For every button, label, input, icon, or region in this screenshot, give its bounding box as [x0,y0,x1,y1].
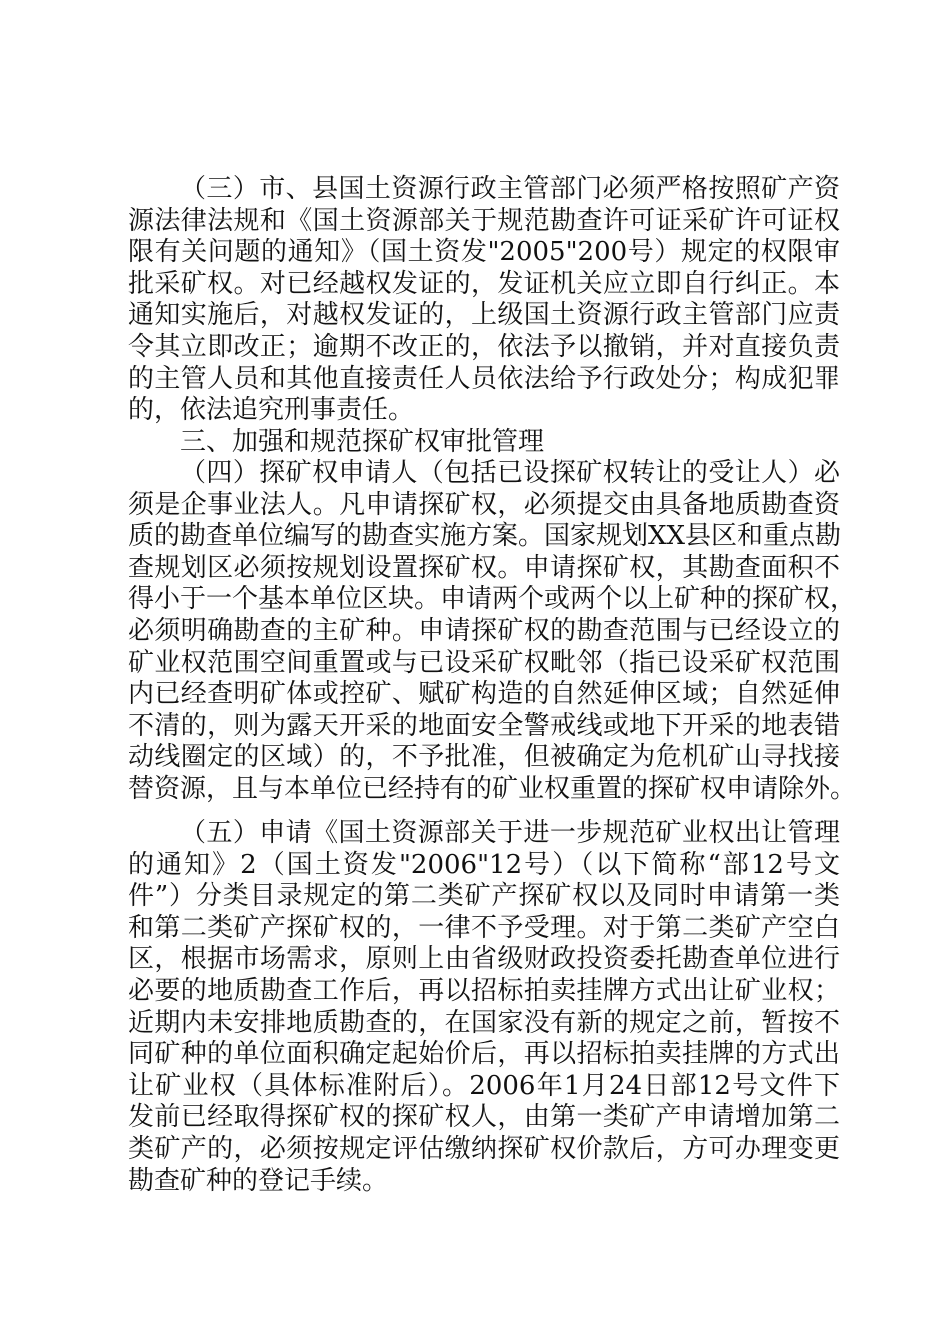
paragraph-line: 的主管人员和其他直接责任人员依法给予行政处分；构成犯罪 [128,363,840,394]
paragraph-line: 矿业权范围空间重置或与已设采矿权毗邻（指已设采矿权范围 [128,647,840,678]
paragraph-line: 得小于一个基本单位区块。申请两个或两个以上矿种的探矿权， [128,584,857,615]
paragraph-3 [128,174,840,458]
paragraph-line: 让矿业权（具体标准附后）。2006年1月24日部12号文件下 [128,1070,840,1101]
paragraph-line: 必要的地质勘查工作后，再以招标拍卖挂牌方式出让矿业权； [128,975,840,1006]
paragraph-line: 不清的，则为露天开采的地面安全警戒线或地下开采的地表错 [128,710,840,741]
paragraph-line: 的通知》2（国土资发"2006"12号）（以下简称“部12号文 [128,849,840,880]
paragraph-line: 通知实施后，对越权发证的，上级国土资源行政主管部门应责 [128,300,840,331]
paragraph-line: 同矿种的单位面积确定起始价后，再以招标拍卖挂牌的方式出 [128,1039,840,1070]
paragraph-line: 质的勘查单位编写的勘查实施方案。国家规划XX县区和重点勘 [128,521,842,552]
paragraph-line: 必须明确勘查的主矿种。申请探矿权的勘查范围与已经设立的 [128,615,840,646]
paragraph-line: 勘查矿种的登记手续。 [128,1165,389,1196]
paragraph-line: （五）申请《国土资源部关于进一步规范矿业权出让管理 [180,818,840,848]
paragraph-line: 批采矿权。对已经越权发证的，发证机关应立即自行纠正。本 [128,268,840,299]
paragraph-line: 须是企事业法人。凡申请探矿权，必须提交由具备地质勘查资 [128,489,840,520]
paragraph-line: 限有关问题的通知》（国土资发"2005"200号）规定的权限审 [128,237,840,268]
section-heading: 三、加强和规范探矿权审批管理 [180,426,545,457]
paragraph-line: 替资源，且与本单位已经持有的矿业权重置的探矿权申请除外。 [128,773,857,804]
paragraph-line: 近期内未安排地质勘查的，在国家没有新的规定之前，暂按不 [128,1007,840,1038]
paragraph-line: 的，依法追究刑事责任。 [128,395,415,426]
paragraph-line: 区，根据市场需求，原则上由省级财政投资委托勘查单位进行 [128,944,840,975]
paragraph-line: 内已经查明矿体或控矿、赋矿构造的自然延伸区域；自然延伸 [128,679,840,710]
paragraph-5 [128,818,840,1197]
paragraph-line: 源法律法规和《国土资源部关于规范勘查许可证采矿许可证权 [128,205,840,236]
paragraph-line: 和第二类矿产探矿权的，一律不予受理。对于第二类矿产空白 [128,912,840,943]
paragraph-line: 查规划区必须按规划设置探矿权。申请探矿权，其勘查面积不 [128,552,840,583]
paragraph-line: 动线圈定的区域）的，不予批准，但被确定为危机矿山寻找接 [128,742,840,773]
paragraph-4 [128,458,857,806]
paragraph-line: （三）市、县国土资源行政主管部门必须严格按照矿产资 [180,174,840,204]
paragraph-line: （四）探矿权申请人（包括已设探矿权转让的受让人）必 [180,458,840,488]
paragraph-line: 件”）分类目录规定的第二类矿产探矿权以及同时申请第一类 [128,881,840,912]
paragraph-line: 类矿产的，必须按规定评估缴纳探矿权价款后，方可办理变更 [128,1133,840,1164]
paragraph-line: 令其立即改正；逾期不改正的，依法予以撤销，并对直接负责 [128,331,840,362]
paragraph-line: 发前已经取得探矿权的探矿权人，由第一类矿产申请增加第二 [128,1102,840,1133]
